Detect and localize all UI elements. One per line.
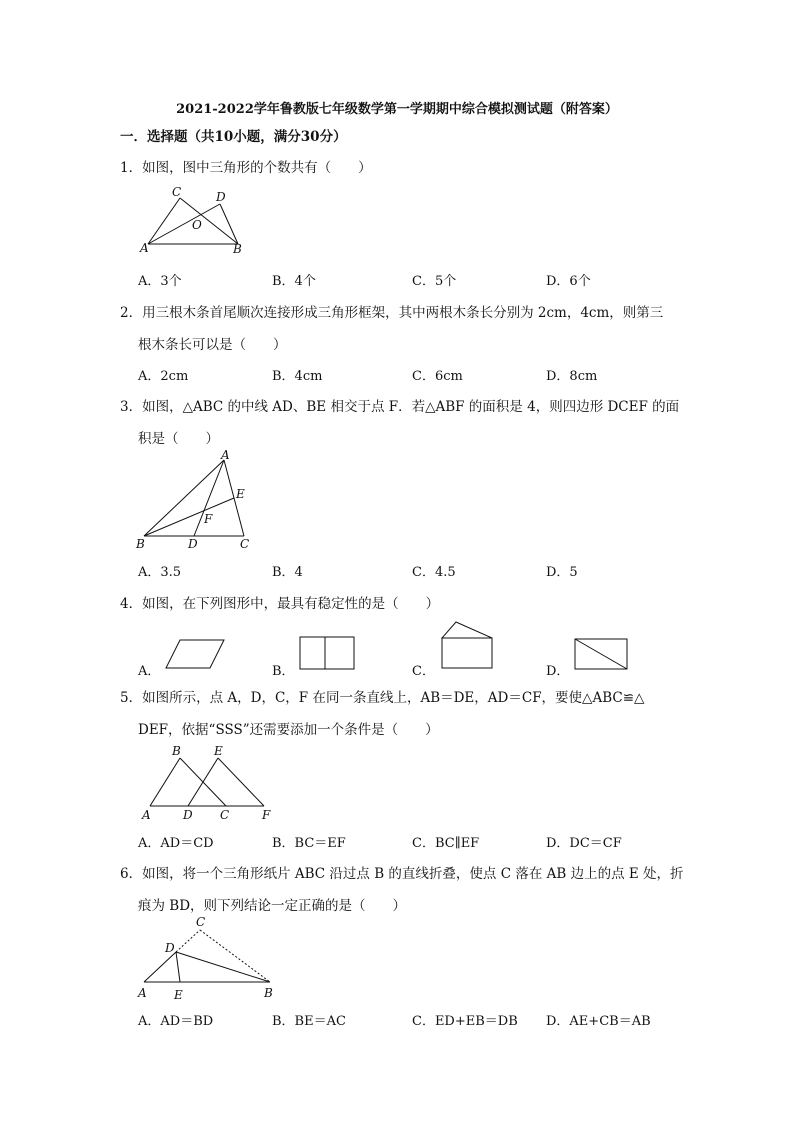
q3-option-a: A．3.5 xyxy=(138,565,182,580)
q6-line-de xyxy=(176,952,180,982)
q4-option-b: B． xyxy=(272,664,295,679)
question-3-stem-line1: 3．如图，△ABC 的中线 AD、BE 相交于点 F．若△ABF 的面积是 4，则四边形 DCEF 的面 xyxy=(120,399,680,415)
q1-label-c: C xyxy=(172,185,182,199)
q6-line-db xyxy=(176,952,270,982)
q1-label-d: D xyxy=(216,190,226,204)
q2-option-c: C．6cm xyxy=(412,369,463,384)
q4-rectangle-diagonal xyxy=(575,639,627,669)
question-5-stem-line1: 5．如图所示，点 A，D，C，F 在同一条直线上，AB＝DE，AD＝CF，要使△ABC≌△ xyxy=(120,690,645,706)
q4-rectangle xyxy=(300,637,354,669)
q3-label-f: F xyxy=(204,512,213,526)
question-4-stem: 4．如图，在下列图形中，最具有稳定性的是（ ） xyxy=(120,596,440,612)
q6-line-ad xyxy=(144,952,176,982)
q3-option-b: B．4 xyxy=(272,565,303,580)
q1-line-db xyxy=(220,204,238,244)
q4-parallelogram xyxy=(166,640,224,668)
q4-house-body xyxy=(442,638,492,668)
q4-rectangle-diagonal-figure xyxy=(572,636,630,672)
q4-option-c: C． xyxy=(412,664,435,679)
q1-label-a: A xyxy=(140,241,149,255)
question-1-stem: 1．如图，图中三角形的个数共有（ ） xyxy=(120,160,372,176)
q1-label-b: B xyxy=(233,242,242,256)
q3-label-c: C xyxy=(240,537,250,551)
q2-option-b: B．4cm xyxy=(272,369,323,384)
q6-option-d: D．AE+CB＝AB xyxy=(546,1014,651,1029)
q6-label-a: A xyxy=(138,986,147,1000)
q4-parallelogram-figure xyxy=(164,636,228,672)
q6-label-e: E xyxy=(174,988,183,1002)
section-heading: 一．选择题（共10小题，满分30分） xyxy=(120,129,347,145)
q5-option-d: D．DC＝CF xyxy=(546,836,622,851)
q2-option-a: A．2cm xyxy=(138,369,189,384)
q3-line-be xyxy=(144,498,234,536)
question-6-figure xyxy=(134,912,284,1004)
question-3-stem-line2: 积是（ ） xyxy=(138,431,219,447)
question-6-stem-line1: 6．如图，将一个三角形纸片 ABC 沿过点 B 的直线折叠，使点 C 落在 AB 边上的点 E 处，折 xyxy=(120,866,684,882)
q6-dashed-cb xyxy=(200,930,270,982)
q5-label-d: D xyxy=(183,808,193,822)
q1-line-ac xyxy=(148,198,180,244)
q4-house-roof xyxy=(442,622,492,638)
q6-option-a: A．AD＝BD xyxy=(138,1014,214,1029)
q1-option-d: D．6个 xyxy=(546,274,591,289)
q5-option-a: A．AD＝CD xyxy=(138,836,214,851)
q1-option-b: B．4个 xyxy=(272,274,316,289)
question-2-stem-line1: 2．用三根木条首尾顺次连接形成三角形框架，其中两根木条长分别为 2cm，4cm，则第三 xyxy=(120,305,664,321)
q4-option-d: D． xyxy=(546,664,570,679)
q6-option-c: C．ED+EB＝DB xyxy=(412,1014,518,1029)
q3-label-a: A xyxy=(221,450,230,462)
q4-house-figure xyxy=(438,620,496,672)
question-3-figure xyxy=(132,450,262,552)
q5-label-b: B xyxy=(172,744,181,758)
question-1-figure xyxy=(138,184,248,256)
question-5-figure xyxy=(138,740,278,822)
question-6-stem-line2: 痕为 BD，则下列结论一定正确的是（ ） xyxy=(138,898,407,914)
q3-option-c: C．4.5 xyxy=(412,565,456,580)
q1-label-o: O xyxy=(192,218,202,232)
q5-option-b: B．BC＝EF xyxy=(272,836,346,851)
q4-divided-rectangle-figure xyxy=(298,634,358,672)
q5-label-e: E xyxy=(214,744,223,758)
q5-label-f: F xyxy=(262,808,271,822)
q2-option-d: D．8cm xyxy=(546,369,598,384)
q6-label-c: C xyxy=(196,915,206,929)
q5-line-ef xyxy=(218,758,264,806)
q5-line-de xyxy=(188,758,218,806)
q4-option-a: A． xyxy=(138,664,161,679)
q5-line-ab xyxy=(150,758,180,806)
q1-option-c: C．5个 xyxy=(412,274,457,289)
q3-label-e: E xyxy=(236,487,245,501)
question-2-stem-line2: 根木条长可以是（ ） xyxy=(138,337,287,353)
question-5-stem-line2: DEF，依据“SSS”还需要添加一个条件是（ ） xyxy=(138,722,439,738)
q6-option-b: B．BE＝AC xyxy=(272,1014,346,1029)
q6-label-b: B xyxy=(264,986,273,1000)
q5-label-a: A xyxy=(142,808,151,822)
q3-option-d: D．5 xyxy=(546,565,578,580)
q6-dashed-dc xyxy=(176,930,200,952)
q5-label-c: C xyxy=(220,808,230,822)
page-title: 2021-2022学年鲁教版七年级数学第一学期期中综合模拟测试题（附答案） xyxy=(176,102,618,117)
q1-line-ad xyxy=(148,204,220,244)
q3-label-d: D xyxy=(188,537,198,551)
q3-label-b: B xyxy=(136,537,145,551)
q5-option-c: C．BC∥EF xyxy=(412,836,480,851)
q6-label-d: D xyxy=(165,941,175,955)
q1-option-a: A．3个 xyxy=(138,274,182,289)
